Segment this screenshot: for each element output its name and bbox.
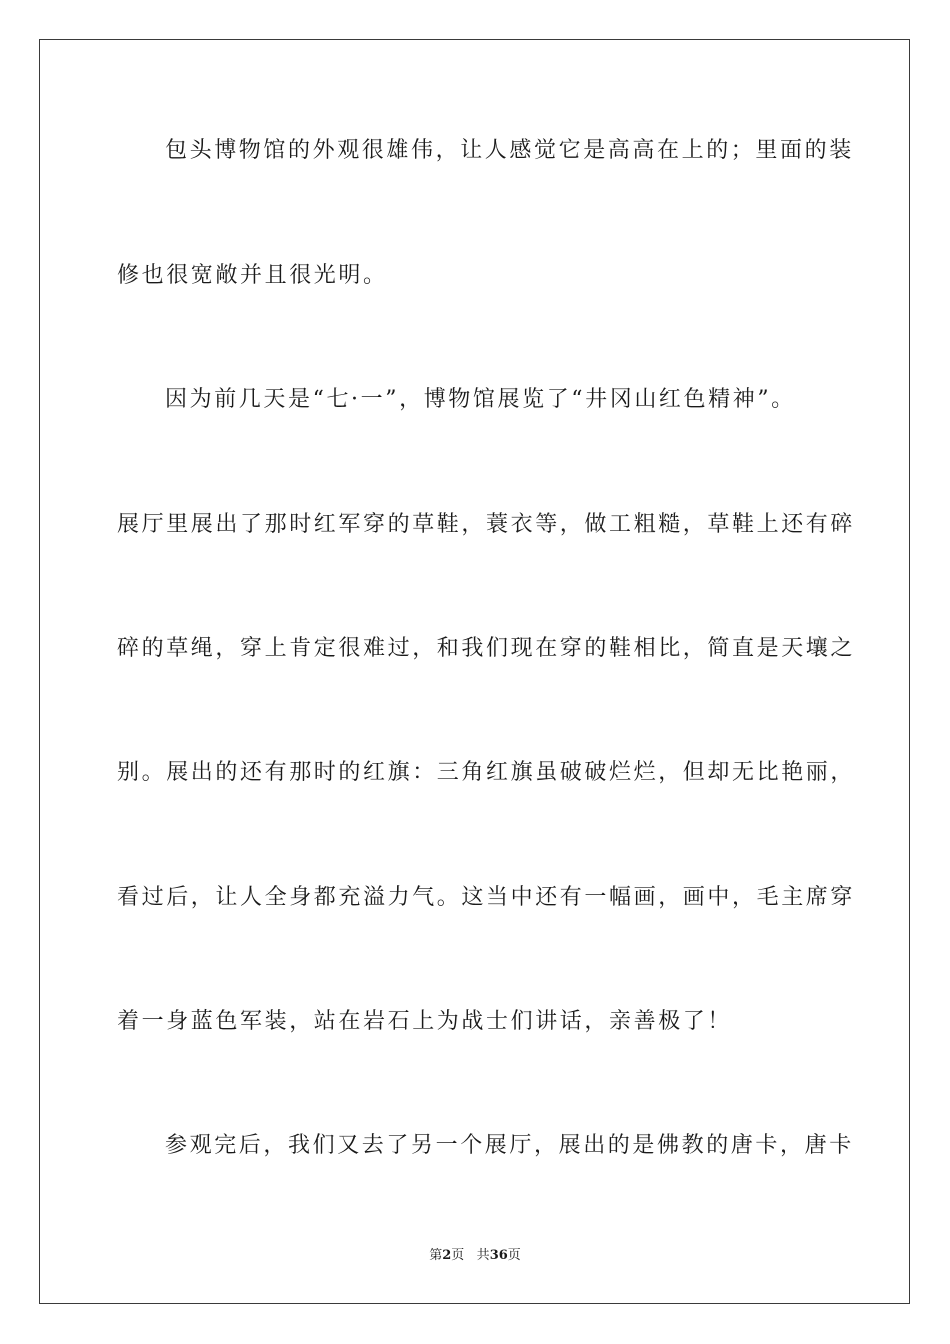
footer-total-prefix: 共: [476, 1248, 490, 1263]
footer-page-prefix: 第: [429, 1248, 443, 1263]
paragraph-2-line-1: 因为前几天是“七·一”，博物馆展览了“井冈山红色精神”。: [165, 387, 796, 412]
paragraph-1-line-2: 修也很宽敞并且很光明。: [117, 263, 388, 288]
paragraph-3-line-1: 参观完后，我们又去了另一个展厅，展出的是佛教的唐卡，唐卡: [165, 1133, 854, 1158]
footer-page-current: 2: [442, 1248, 452, 1263]
footer-total-suffix: 页: [507, 1248, 521, 1263]
page-footer: [0, 1247, 950, 1265]
paragraph-1-line-1: 包头博物馆的外观很雄伟，让人感觉它是高高在上的；里面的装: [165, 138, 854, 163]
paragraph-2-line-4: 别。展出的还有那时的红旗：三角红旗虽破破烂烂，但却无比艳丽，: [117, 760, 856, 785]
footer-page-suffix: 页: [451, 1248, 465, 1263]
page-border: [39, 39, 910, 1304]
paragraph-2-line-3: 碎的草绳，穿上肯定很难过，和我们现在穿的鞋相比，简直是天壤之: [117, 636, 856, 661]
footer-page-total: 36: [489, 1248, 508, 1263]
paragraph-2-line-6: 着一身蓝色军装，站在岩石上为战士们讲话，亲善极了！: [117, 1009, 733, 1034]
paragraph-2-line-2: 展厅里展出了那时红军穿的草鞋，蓑衣等，做工粗糙，草鞋上还有碎: [117, 512, 856, 537]
paragraph-2-line-5: 看过后，让人全身都充溢力气。这当中还有一幅画，画中，毛主席穿: [117, 885, 856, 910]
